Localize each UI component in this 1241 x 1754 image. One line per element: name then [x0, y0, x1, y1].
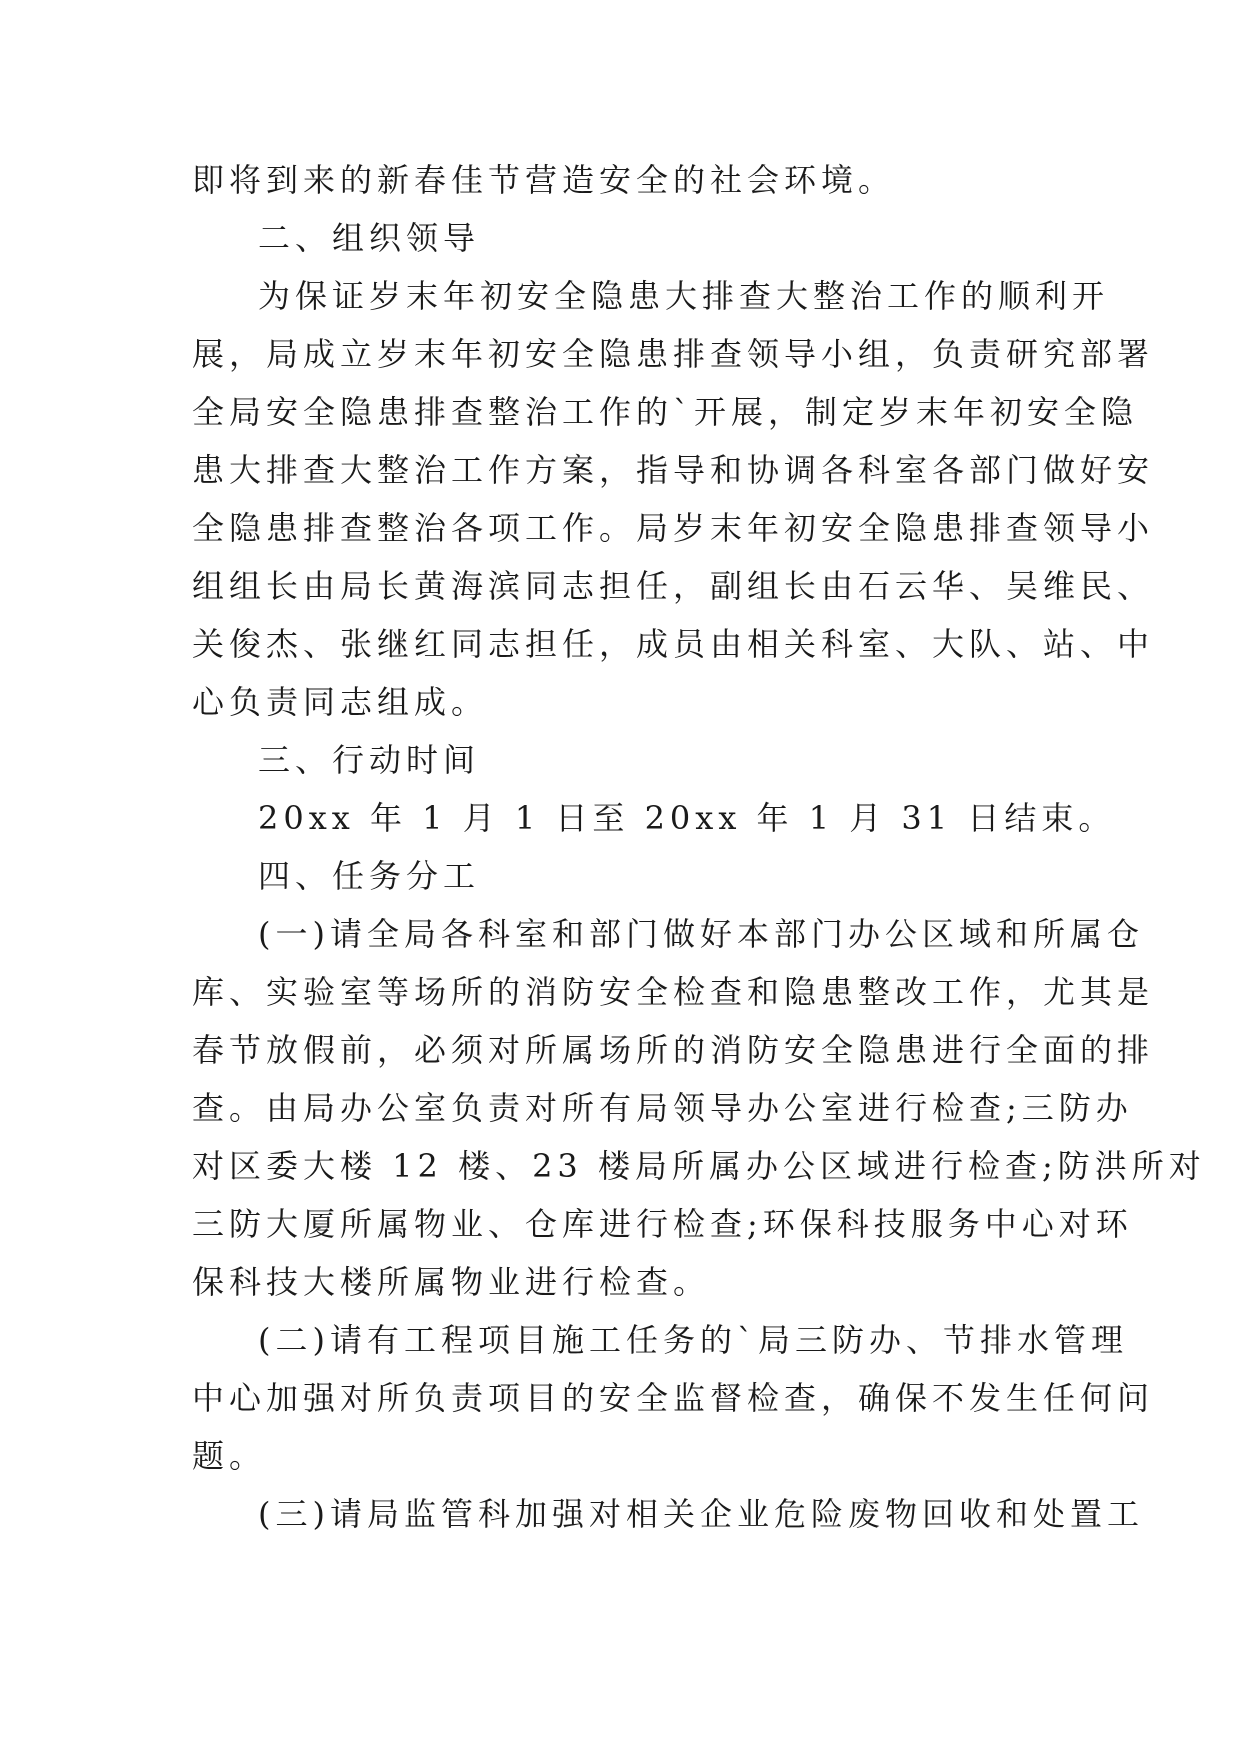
section-heading: 二、组织领导 — [258, 219, 481, 257]
document-body — [192, 151, 1206, 1543]
text-line: 查。由局办公室负责对所有局领导办公室进行检查;三防办 — [192, 1089, 1133, 1127]
section-heading: 三、行动时间 — [258, 741, 481, 779]
text-line: (一)请全局各科室和部门做好本部门办公区域和所属仓 — [258, 915, 1144, 953]
text-line: 即将到来的新春佳节营造安全的社会环境。 — [192, 161, 896, 199]
text-line: 全隐患排查整治各项工作。局岁末年初安全隐患排查领导小 — [192, 509, 1155, 547]
text-line: 中心加强对所负责项目的安全监督检查，确保不发生任何问 — [192, 1379, 1155, 1417]
text-line: 库、实验室等场所的消防安全检查和隐患整改工作，尤其是 — [192, 973, 1155, 1011]
section-heading: 四、任务分工 — [258, 857, 481, 895]
text-line: 组组长由局长黄海滨同志担任，副组长由石云华、吴维民、 — [192, 567, 1155, 605]
text-line: (二)请有工程项目施工任务的`局三防办、节排水管理 — [258, 1321, 1128, 1359]
text-line: 20xx 年 1 月 1 日至 20xx 年 1 月 31 日结束。 — [258, 799, 1116, 837]
text-line: 展，局成立岁末年初安全隐患排查领导小组，负责研究部署 — [192, 335, 1155, 373]
text-line: 患大排查大整治工作方案，指导和协调各科室各部门做好安 — [192, 451, 1155, 489]
text-line: 三防大厦所属物业、仓库进行检查;环保科技服务中心对环 — [192, 1205, 1133, 1243]
text-line: 春节放假前，必须对所属场所的消防安全隐患进行全面的排 — [192, 1031, 1155, 1069]
text-line: 心负责同志组成。 — [192, 683, 489, 721]
text-line: (三)请局监管科加强对相关企业危险废物回收和处置工 — [258, 1495, 1144, 1533]
text-line: 为保证岁末年初安全隐患大排查大整治工作的顺利开 — [258, 277, 1110, 315]
text-line: 题。 — [192, 1437, 267, 1475]
text-line: 全局安全隐患排查整治工作的`开展，制定岁末年初安全隐 — [192, 393, 1139, 431]
text-line: 对区委大楼 12 楼、23 楼局所属办公区域进行检查;防洪所对 — [192, 1147, 1206, 1185]
text-line: 保科技大楼所属物业进行检查。 — [192, 1263, 711, 1301]
text-line: 关俊杰、张继红同志担任，成员由相关科室、大队、站、中 — [192, 625, 1155, 663]
